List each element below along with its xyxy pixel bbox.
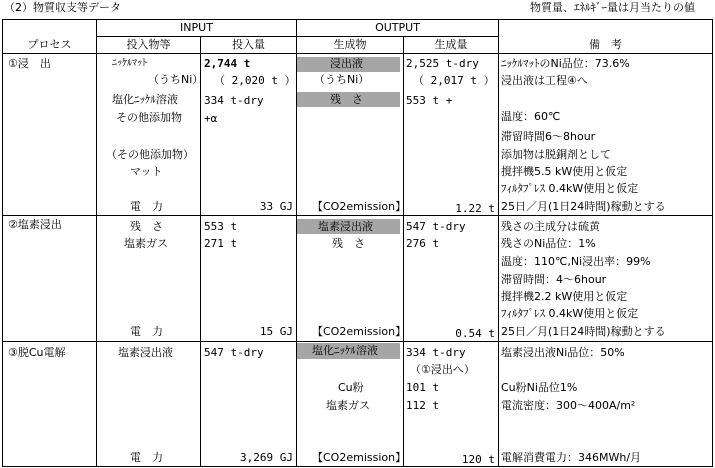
output-amount: 2,525 t-dry (406, 57, 479, 70)
output-name: 塩素ガス (326, 399, 370, 412)
input-name: （その他添加物） (106, 148, 194, 161)
unit-note: 物質量、ｴﾈﾙｷﾞｰ量は月当たりの値 (530, 1, 695, 14)
section-divider-2 (2, 341, 713, 342)
power-label: 電 力 (130, 325, 163, 338)
power-amount: 33 GJ (259, 200, 293, 213)
col-line-output (296, 19, 297, 467)
input-amount: （ 2,020 t ） (214, 74, 296, 87)
remark-line: 電解消費電力：346MWh/月 (501, 451, 642, 464)
remark-line: ﾆｯｹﾙﾏｯﾄのNi品位：73.6% (501, 57, 630, 70)
remark-line: 25日／月(1日24時間)稼動とする (501, 200, 666, 213)
header-output: OUTPUT (375, 21, 420, 34)
page-title: （2）物質収支等データ (4, 1, 121, 14)
output-name: （うちNi） (314, 73, 370, 86)
output-name: 塩素浸出液 (318, 220, 373, 233)
process-label-cu-removal-electrolysis: ③脱Cu電解 (8, 346, 66, 359)
input-amount: 334 t-dry (204, 94, 264, 107)
emission-amount: 1.22 t (455, 202, 495, 215)
input-amount: 547 t-dry (204, 346, 264, 359)
input-amount: +α (204, 112, 218, 125)
output-amount: 553 t + (406, 94, 453, 107)
input-name: （うちNi） (148, 73, 204, 86)
output-amount: 276 t (406, 237, 440, 250)
remark-line: 撹拌機2.2 kW使用と仮定 (501, 290, 628, 303)
output-name: Cu粉 (338, 381, 364, 394)
remark-line: 残さのNi品位：1% (501, 237, 596, 250)
remark-line: 温度：110℃,Ni浸出率：99% (501, 255, 651, 268)
emission-label: 【CO2emission】 (312, 451, 407, 464)
input-name: 塩化ﾆｯｹﾙ溶液 (112, 93, 178, 106)
output-amount: （ 2,017 t ） (413, 74, 495, 87)
output-amount: 112 t (406, 399, 440, 412)
process-label-leaching: ①浸 出 (8, 57, 51, 70)
power-label: 電 力 (130, 451, 163, 464)
emission-label: 【CO2emission】 (312, 200, 407, 213)
remark-line: 滞留時間6～8hour (501, 130, 596, 143)
input-name: ﾆｯｹﾙﾏｯﾄ (112, 58, 147, 69)
input-name: マット (130, 165, 163, 178)
input-name: その他添加物 (116, 111, 182, 124)
remark-line: 滞留時間：4～6hour (501, 273, 607, 286)
power-amount: 15 GJ (259, 325, 293, 338)
col-line-process (96, 19, 97, 467)
remark-line: 浸出液は工程④へ (501, 74, 588, 87)
remark-line: 25日／月(1日24時間)稼動とする (501, 325, 666, 338)
header-input-material: 投入物等 (126, 38, 171, 51)
process-label-chlorine-leaching: ②塩素浸出 (8, 218, 62, 231)
col-line-input-amount (200, 36, 201, 467)
header-output-product: 生成物 (333, 38, 367, 51)
power-amount: 3,269 GJ (240, 451, 293, 464)
input-name: 塩素浸出液 (118, 346, 173, 359)
remark-line: 電流密度：300～400A/m² (501, 399, 636, 412)
remark-line: 撹拌機5.5 kW使用と仮定 (501, 165, 628, 178)
col-line-right (712, 19, 713, 467)
remark-line: 塩素浸出液Ni品位：50% (501, 346, 625, 359)
output-name: 残 さ (330, 93, 363, 106)
output-amount: 547 t-dry (406, 220, 466, 233)
input-amount: 2,744 t (204, 57, 251, 70)
output-name: 塩化ﾆｯｹﾙ溶液 (312, 344, 378, 357)
header-output-amount: 生成量 (434, 38, 468, 51)
header-input-amount: 投入量 (232, 38, 265, 51)
header-input: INPUT (180, 21, 213, 34)
output-name: 残 さ (332, 237, 365, 250)
input-name: 塩素ガス (124, 237, 168, 250)
output-amount: （①浸出へ） (410, 363, 475, 376)
section-divider-1 (2, 215, 713, 216)
col-line-left (2, 19, 3, 467)
remark-line: 温度：60℃ (501, 110, 561, 123)
remark-line: 添加物は脱銅剤として (501, 148, 611, 161)
header-remarks: 備 考 (589, 38, 622, 51)
input-amount: 553 t (204, 220, 238, 233)
emission-amount: 0.54 t (455, 327, 495, 340)
output-name: 浸出液 (330, 57, 363, 70)
input-name: 残 さ (130, 220, 163, 233)
header-process: プロセス (27, 38, 72, 51)
remark-line: ﾌｨﾙﾀﾌﾟﾚｽ 0.4kW使用と仮定 (501, 307, 639, 320)
emission-label: 【CO2emission】 (312, 325, 407, 338)
remark-line: 残さの主成分は硫黄 (501, 220, 600, 233)
output-amount: 334 t-dry (406, 346, 466, 359)
remark-line: ﾌｨﾙﾀﾌﾟﾚｽ 0.4kW使用と仮定 (501, 182, 639, 195)
input-amount: 271 t (204, 237, 238, 250)
power-label: 電 力 (130, 200, 163, 213)
col-line-remarks (498, 19, 499, 467)
emission-amount: 120 t (461, 453, 495, 466)
header-bottom-border (2, 53, 713, 54)
output-amount: 101 t (406, 381, 440, 394)
remark-line: Cu粉Ni品位1% (501, 381, 578, 394)
col-line-output-amount (403, 36, 404, 467)
